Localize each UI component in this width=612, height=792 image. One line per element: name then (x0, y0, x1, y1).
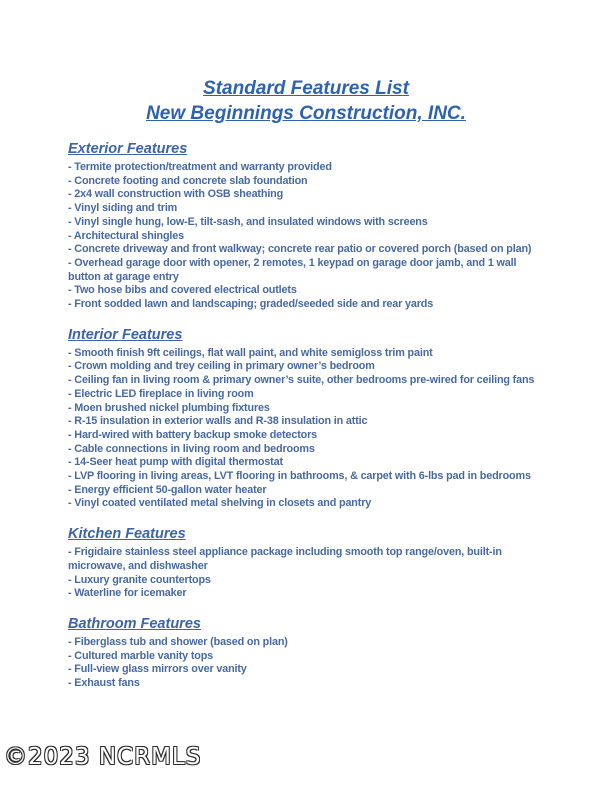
feature-line: - Waterline for icemaker (68, 587, 187, 600)
feature-line: - Vinyl siding and trim (68, 202, 178, 215)
feature-section (68, 327, 544, 511)
feature-line: - 14-Seer heat pump with digital thermostat (68, 456, 283, 469)
section-heading: Bathroom Features (68, 615, 201, 632)
feature-line: - Luxury granite countertops (68, 573, 211, 586)
feature-line: - Architectural shingles (68, 229, 184, 242)
feature-line: - Vinyl coated ventilated metal shelving in closets and pantry (68, 497, 372, 510)
feature-sections (68, 141, 544, 691)
feature-line: - Cable connections in living room and bedrooms (68, 442, 315, 455)
feature-line: - Crown molding and trey ceiling in primary owner’s bedroom (68, 360, 375, 373)
feature-line: - Electric LED fireplace in living room (68, 387, 254, 400)
ncrmls-watermark: ©2023 NCRMLS (4, 744, 202, 770)
feature-line: - Vinyl single hung, low-E, tilt-sash, and insulated windows with screens (68, 215, 428, 228)
feature-line: - Smooth finish 9ft ceilings, flat wall paint, and white semigloss trim paint (68, 346, 433, 359)
feature-line: - Hard-wired with battery backup smoke detectors (68, 428, 317, 441)
feature-line: - LVP flooring in living areas, LVT flooring in bathrooms, & carpet with 6-lbs pad in bedrooms (68, 470, 531, 483)
feature-line: - Ceiling fan in living room & primary owner’s suite, other bedrooms pre-wired for ceiling fans (68, 374, 535, 387)
feature-line: - Fiberglass tub and shower (based on plan) (68, 635, 288, 648)
feature-line: - Concrete driveway and front walkway; concrete rear patio or covered porch (based on plan) (68, 243, 532, 256)
feature-line: - 2x4 wall construction with OSB sheathing (68, 188, 284, 201)
feature-section (68, 141, 544, 312)
feature-line: - Exhaust fans (68, 677, 140, 690)
title-line-2: New Beginnings Construction, INC. (146, 103, 466, 124)
document-content (68, 76, 544, 691)
feature-line: - Full-view glass mirrors over vanity (68, 663, 247, 676)
section-heading: Kitchen Features (68, 526, 186, 543)
feature-line: - Front sodded lawn and landscaping; graded/seeded side and rear yards (68, 298, 434, 311)
feature-section (68, 616, 544, 691)
section-heading: Interior Features (68, 326, 183, 343)
feature-line: - Concrete footing and concrete slab foundation (68, 174, 308, 187)
feature-line: - Overhead garage door with opener, 2 remotes, 1 keypad on garage door jamb, and 1 wall (68, 256, 517, 269)
feature-line: - Termite protection/treatment and warranty provided (68, 161, 332, 173)
feature-line: button at garage entry (68, 270, 179, 283)
section-heading: Exterior Features (68, 141, 188, 157)
feature-line: - R-15 insulation in exterior walls and R-38 insulation in attic (68, 415, 368, 428)
document-title (68, 76, 544, 126)
feature-line: - Cultured marble vanity tops (68, 649, 214, 662)
feature-section (68, 526, 544, 601)
title-line-1: Standard Features List (203, 78, 409, 99)
feature-line: - Energy efficient 50-gallon water heater (68, 483, 267, 496)
feature-line: - Two hose bibs and covered electrical outlets (68, 284, 297, 297)
feature-line: microwave, and dishwasher (68, 559, 208, 572)
feature-line: - Moen brushed nickel plumbing fixtures (68, 401, 270, 414)
feature-line: - Frigidaire stainless steel appliance package including smooth top range/oven, built-in (68, 546, 502, 559)
